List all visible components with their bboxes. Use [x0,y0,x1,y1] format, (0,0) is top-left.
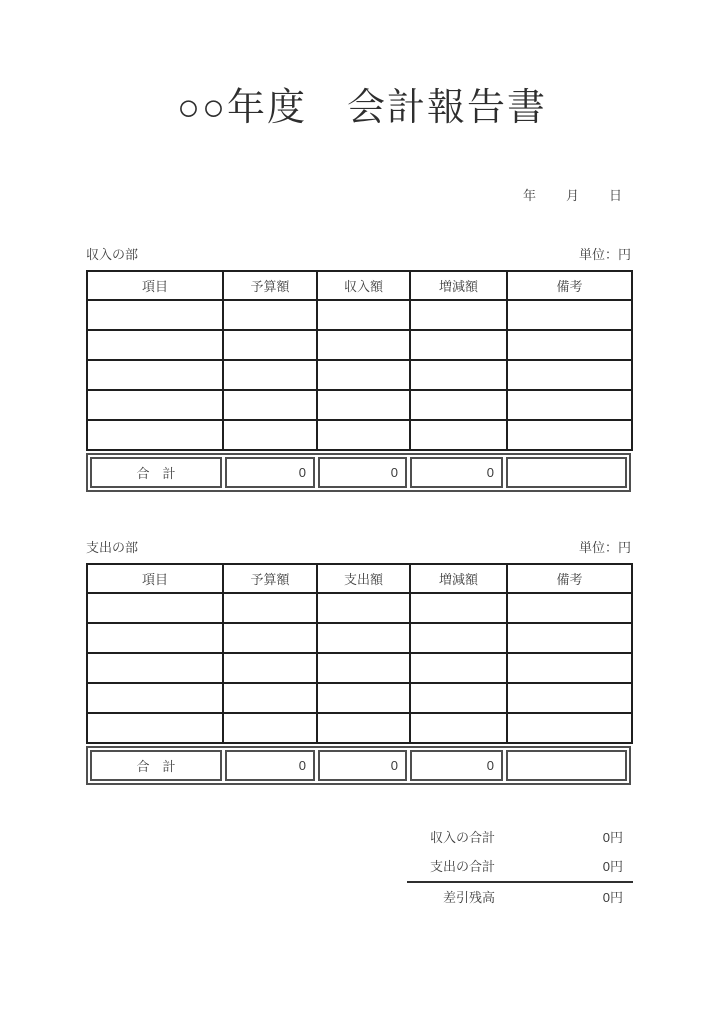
income-unit-label: 単位：円 [578,247,631,262]
empty-cell [223,360,317,390]
empty-cell [223,713,317,743]
empty-data-row [87,653,632,683]
empty-cell [87,683,223,713]
expense-table-header-row [87,564,632,593]
empty-cell [223,300,317,330]
empty-cell [410,713,507,743]
summary-block [407,822,633,910]
summary-expense-value: 0円 [602,859,623,874]
empty-cell [87,360,223,390]
expense-section-head [86,539,631,556]
empty-cell [507,683,632,713]
expense-total-row [86,746,631,785]
expense-total-expense: 0 [318,750,407,781]
expense-total-label: 合 計 [90,750,222,781]
expense-col-item: 項目 [87,564,223,593]
empty-cell [410,330,507,360]
expense-section-label: 支出の部 [86,540,139,555]
expense-table [86,563,633,744]
empty-cell [87,330,223,360]
empty-cell [410,360,507,390]
expense-total-budget: 0 [225,750,315,781]
empty-data-row [87,713,632,743]
income-total-income: 0 [318,457,407,488]
empty-data-row [87,390,632,420]
income-section-head [86,246,631,263]
empty-cell [507,360,632,390]
empty-cell [87,653,223,683]
empty-data-row [87,360,632,390]
summary-income-value: 0円 [602,830,623,845]
summary-balance-value: 0円 [602,890,623,905]
income-table [86,270,633,451]
empty-cell [87,623,223,653]
empty-cell [223,420,317,450]
summary-balance-row [407,881,633,910]
empty-cell [223,390,317,420]
empty-cell [317,593,410,623]
summary-income-label: 収入の合計 [430,830,496,845]
summary-income-row [407,822,633,851]
empty-cell [317,360,410,390]
empty-cell [507,653,632,683]
expense-total-diff: 0 [410,750,503,781]
empty-data-row [87,593,632,623]
empty-cell [87,300,223,330]
empty-cell [410,623,507,653]
empty-cell [410,593,507,623]
empty-cell [317,683,410,713]
date-line [0,185,724,204]
empty-cell [507,390,632,420]
income-col-diff: 増減額 [410,271,507,300]
summary-expense-label: 支出の合計 [430,859,496,874]
summary-balance-label: 差引残高 [443,890,496,905]
expense-col-note: 備考 [507,564,632,593]
expense-col-diff: 増減額 [410,564,507,593]
income-total-budget: 0 [225,457,315,488]
empty-cell [223,653,317,683]
empty-cell [87,390,223,420]
empty-cell [410,420,507,450]
income-total-note [506,457,627,488]
empty-cell [507,623,632,653]
empty-cell [223,683,317,713]
empty-cell [223,593,317,623]
empty-data-row [87,623,632,653]
income-col-item: 項目 [87,271,223,300]
income-section [86,246,631,492]
empty-cell [87,713,223,743]
empty-cell [507,300,632,330]
empty-cell [410,683,507,713]
income-col-income: 収入額 [317,271,410,300]
page-title: ○○年度 会計報告書 [177,87,547,129]
empty-data-row [87,330,632,360]
empty-cell [87,420,223,450]
empty-cell [317,653,410,683]
expense-col-expense: 支出額 [317,564,410,593]
empty-cell [410,390,507,420]
income-total-diff: 0 [410,457,503,488]
date-day-label: 日 [608,188,622,203]
summary-expense-row [407,851,633,880]
expense-section [86,539,631,785]
empty-cell [223,330,317,360]
empty-cell [507,420,632,450]
empty-cell [507,593,632,623]
empty-cell [507,713,632,743]
income-section-label: 収入の部 [86,247,139,262]
empty-data-row [87,683,632,713]
income-table-header-row [87,271,632,300]
income-total-label: 合 計 [90,457,222,488]
empty-cell [317,390,410,420]
empty-cell [317,330,410,360]
income-total-row [86,453,631,492]
expense-table-body [87,593,632,743]
date-month-label: 月 [565,188,579,203]
empty-cell [507,330,632,360]
date-year-label: 年 [522,188,536,203]
empty-cell [87,593,223,623]
expense-col-budget: 予算額 [223,564,317,593]
empty-cell [223,623,317,653]
expense-total-note [506,750,627,781]
empty-data-row [87,420,632,450]
empty-cell [410,300,507,330]
empty-cell [410,653,507,683]
empty-data-row [87,300,632,330]
income-col-budget: 予算額 [223,271,317,300]
income-col-note: 備考 [507,271,632,300]
empty-cell [317,420,410,450]
expense-unit-label: 単位：円 [578,540,631,555]
income-table-body [87,300,632,450]
empty-cell [317,713,410,743]
empty-cell [317,623,410,653]
empty-cell [317,300,410,330]
